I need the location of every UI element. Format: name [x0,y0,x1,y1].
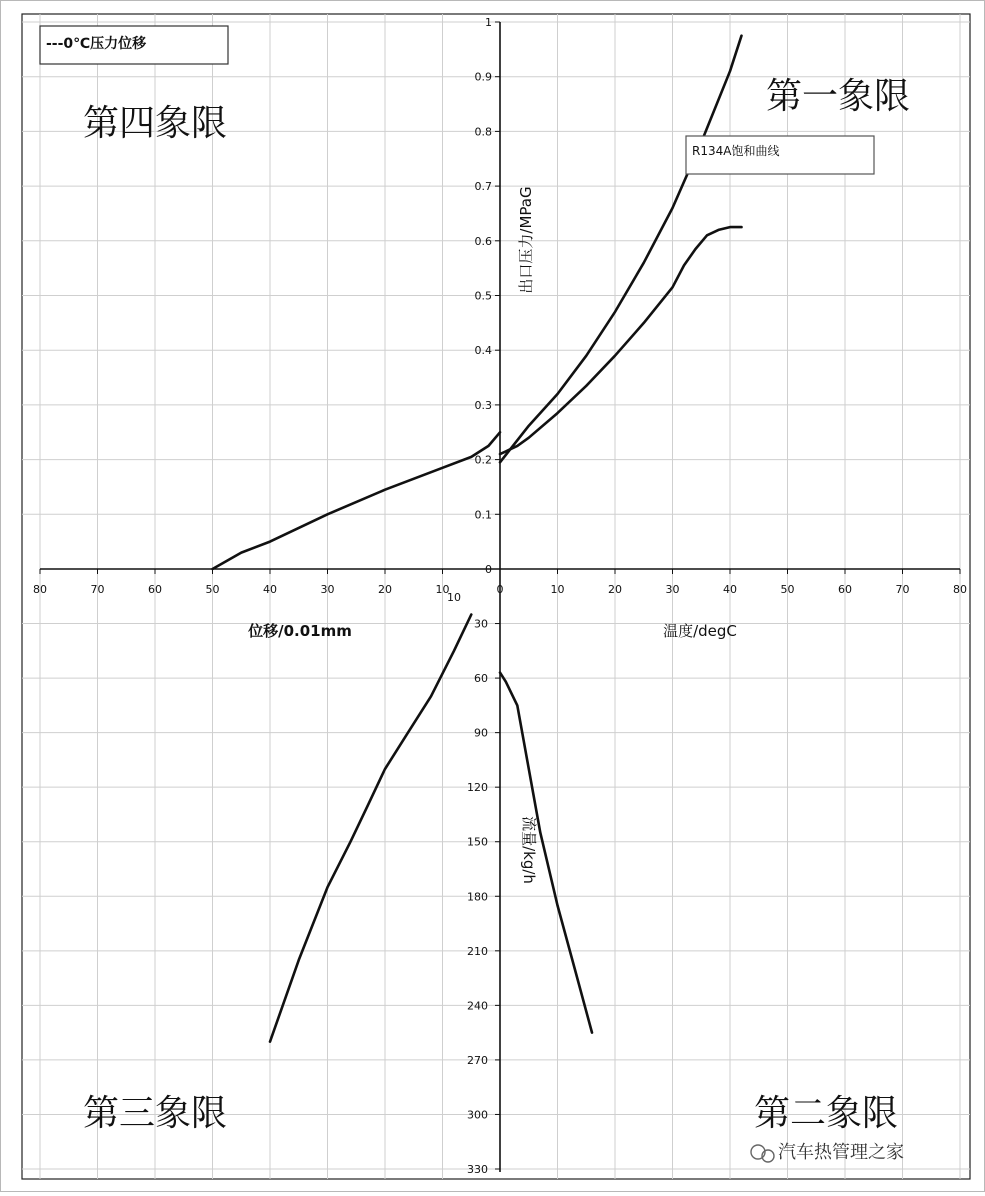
flow-tick-label: 150 [467,835,488,849]
displacement-tick-label: 80 [33,583,47,596]
temperature-tick-label: 80 [953,583,967,596]
pressure-tick-label: 0.1 [474,508,492,522]
displacement-tick-label: 10 [435,583,450,596]
pressure-tick-label: 0.6 [474,234,492,248]
pressure-axis-title: 出口压力/MPaG [517,186,535,294]
pressure-tick-label: 0.5 [474,289,492,303]
temperature-tick-label: 0 [496,583,504,596]
flow-tick-label: 330 [467,1163,488,1176]
pressure-tick-label: 0.9 [474,70,492,84]
temperature-tick-label: 30 [665,583,680,596]
pressure-tick-label: 0.2 [474,453,492,467]
temperature-tick-label: 40 [723,583,737,596]
temperature-tick-label: 70 [895,583,910,596]
flow-tick-label: 210 [467,944,488,958]
flow-tick-label: 30 [474,617,488,631]
legend-text-right: R134A饱和曲线 [692,144,780,158]
quadrant-label-4: 第四象限 [82,103,228,144]
pressure-tick-label: 0 [485,563,492,576]
displacement-tick-label: 20 [378,583,392,596]
pressure-tick-label: 0.7 [474,180,492,194]
flow-tick-label: 240 [467,999,488,1013]
watermark-text: 汽车热管理之家 [778,1142,904,1163]
temperature-tick-label: 50 [780,583,795,596]
flow-tick-label: 180 [467,890,488,904]
flow-tick-label: 60 [474,672,488,686]
quadrant-label-3: 第三象限 [82,1093,228,1134]
flow-tick-label: 300 [467,1108,488,1122]
legend-text-left: ---0℃压力位移 [46,36,147,52]
flow-tick-label: 270 [467,1053,488,1067]
displacement-inner-tick-label: 10 [447,591,461,604]
displacement-tick-label: 40 [263,583,277,596]
displacement-axis-title: 位移/0.01mm [248,622,352,640]
displacement-tick-label: 50 [205,583,220,596]
temperature-tick-label: 10 [550,583,565,596]
displacement-tick-label: 60 [148,583,162,596]
flow-tick-label: 90 [474,726,488,740]
displacement-tick-label: 70 [90,583,105,596]
plot-border [22,14,970,1179]
pressure-tick-label: 0.8 [474,125,492,139]
pressure-tick-label: 0.4 [474,344,492,358]
temperature-tick-label: 60 [838,583,852,596]
temperature-tick-label: 20 [608,583,622,596]
flow-tick-label: 120 [467,781,488,795]
temperature-axis-title: 温度/degC [663,622,737,640]
flow-axis-title: 流量/kg/h [520,816,538,884]
pressure-tick-label: 1 [485,16,492,29]
quadrant-label-1: 第一象限 [765,76,911,117]
displacement-tick-label: 30 [320,583,335,596]
pressure-tick-label: 0.3 [474,398,492,412]
quadrant-label-2: 第二象限 [753,1093,899,1134]
